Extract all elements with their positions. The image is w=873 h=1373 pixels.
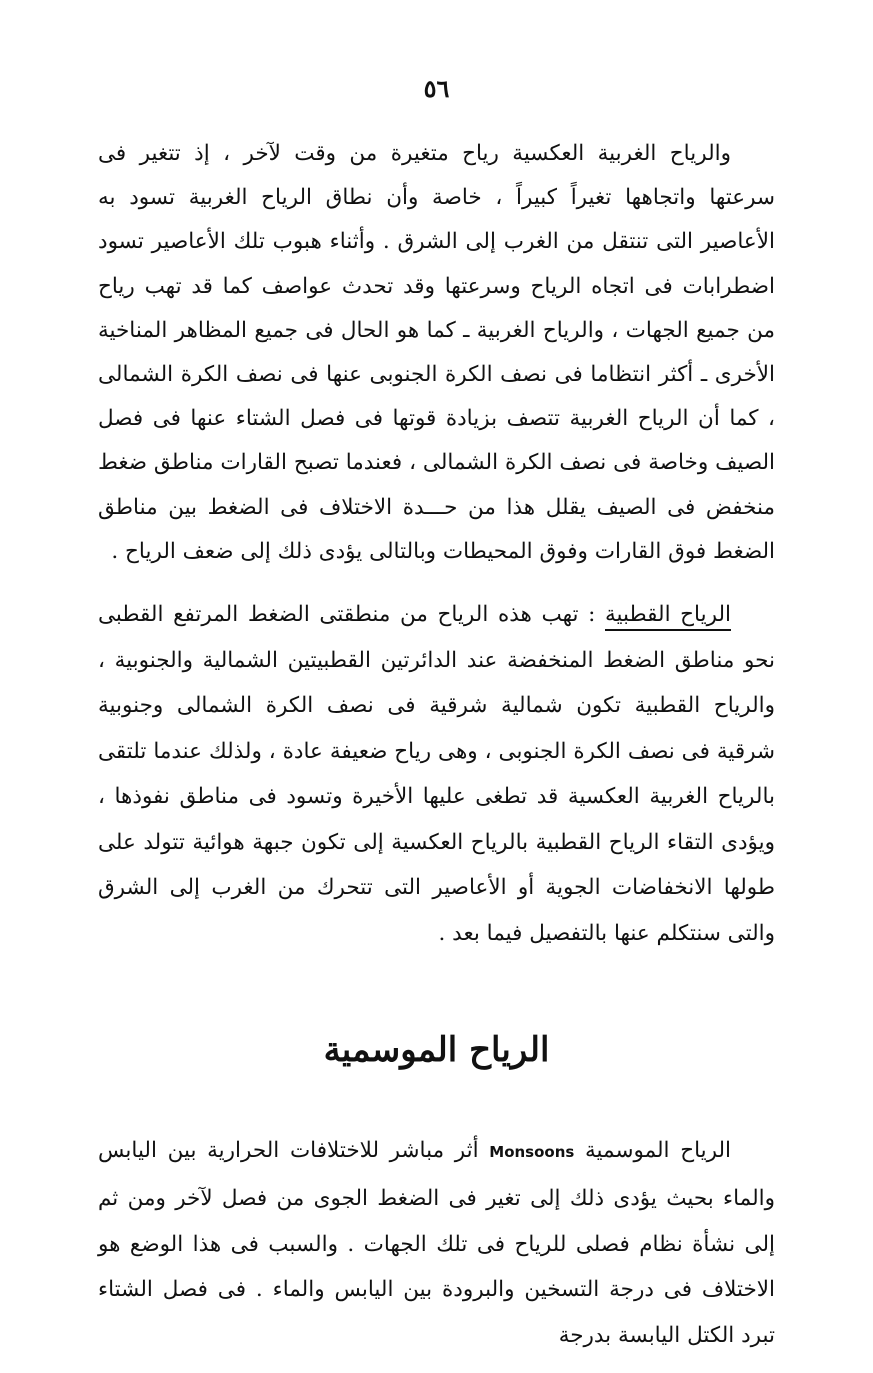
- paragraph-text: أثر مباشر للاختلافات الحرارية بين اليابس والماء بحيث يؤدى ذلك إلى تغير فى الضغط الجوى من فصل لآخر ومن ثم إلى نشأة نظام فصلى للرياح فى تلك الجهات . والسبب فى هذا الوضع هو الاختلاف فى درجة التسخين والبرودة بين اليابس والماء . فى فصل الشتاء تبرد الكتل اليابسة بدرجة: [98, 1138, 775, 1349]
- paragraph-text: : تهب هذه الرياح من منطقتى الضغط المرتفع القطبى نحو مناطق الضغط المنخفضة عند الدائرتين القطبيتين الشمالية والجنوبية ، والرياح القطبية تكون شمالية شرقية فى نصف الكرة الشمالى وجنوبية شرقية فى نصف الكرة الجنوبى ، وهى رياح ضعيفة عادة ، ولذلك عندما تلتقى بالرياح الغربية العكسية قد تطغى عليها الأخيرة وتسود فى مناطق نفوذها ، ويؤدى التقاء الرياح القطبية بالرياح العكسية إلى تكون جبهة هوائية تتولد على طولها الانخفاضات الجوية أو الأعاصير التى تتحرك من الغرب إلى الشرق والتى سنتكلم عنها بالتفصيل فيما بعد .: [98, 602, 775, 946]
- page-number: ٥٦: [423, 74, 450, 103]
- paragraph-westerlies: [98, 132, 775, 574]
- paragraph-lead: الرياح الموسمية: [574, 1138, 731, 1163]
- paragraph-text: والرياح الغربية العكسية رياح متغيرة من وقت لآخر ، إذ تتغير فى سرعتها واتجاهها تغيراً كبيراً ، خاصة وأن نطاق الرياح الغربية تسود به الأعاصير التى تنتقل من الغرب إلى الشرق . وأثناء هبوب تلك الأعاصير تسود اضطرابات فى اتجاه الرياح وسرعتها وقد تحدث عواصف كما قد تهب رياح من جميع الجهات ، والرياح الغربية ـ كما هو الحال فى جميع المظاهر المناخية الأخرى ـ أكثر انتظاما فى نصف الكرة الجنوبى عنها فى نصف الكرة الشمالى ، كما أن الرياح الغربية تتصف بزيادة قوتها فى فصل الشتاء عنها فى فصل الصيف وخاصة فى نصف الكرة الشمالى ، فعندما تصبح القارات مناطق ضغط منخفض فى الصيف يقلل هذا من حـــدة الاختلاف فى الضغط بين مناطق الضغط فوق القارات وفوق المحيطات وبالتالى يؤدى ذلك إلى ضعف الرياح .: [98, 141, 775, 564]
- section-heading: الرياح الموسمية: [323, 1030, 550, 1070]
- paragraph-monsoons: [98, 1128, 775, 1359]
- paragraph-body: [98, 592, 775, 956]
- latin-term: Monsoons: [489, 1143, 575, 1161]
- paragraph-polar-winds: [98, 592, 775, 956]
- underlined-term: الرياح القطبية: [605, 602, 731, 627]
- paragraph-body: [98, 1128, 775, 1359]
